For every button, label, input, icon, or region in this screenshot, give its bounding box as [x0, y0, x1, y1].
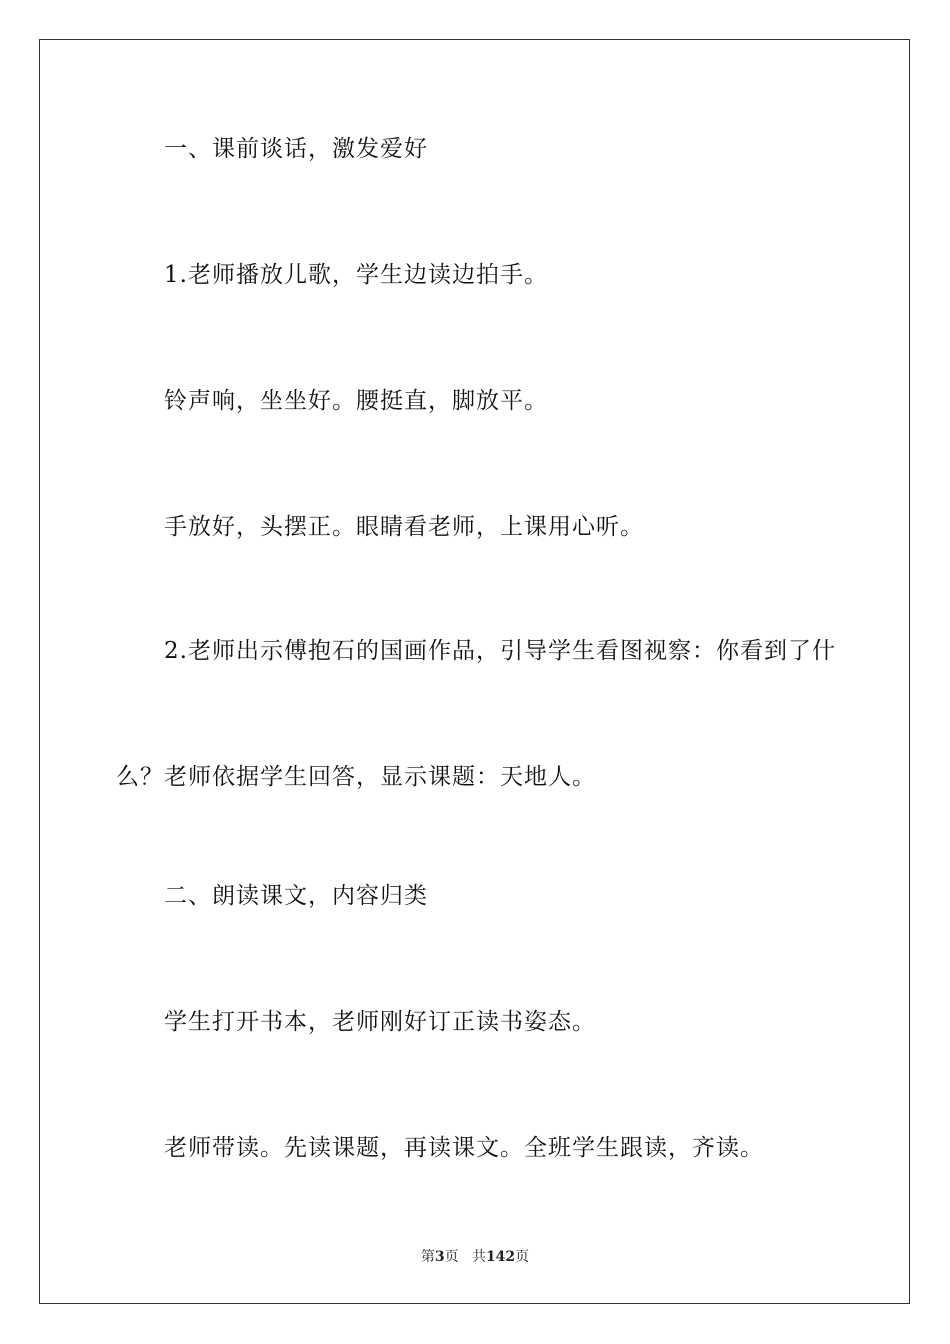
paragraph: 学生打开书本，老师刚好订正读书姿态。 [164, 1009, 596, 1035]
section-heading-2: 二、朗读课文，内容归类 [164, 883, 428, 909]
page-prefix: 第 [420, 1249, 435, 1265]
paragraph: 1.老师播放儿歌，学生边读边拍手。 [164, 262, 548, 288]
paragraph: 老师带读。先读课题，再读课文。全班学生跟读，齐读。 [164, 1135, 764, 1161]
paragraph: 2.老师出示傅抱石的国画作品，引导学生看图视察：你看到了什 [164, 638, 836, 664]
page-suffix: 页 [444, 1249, 459, 1265]
page-border [39, 39, 910, 1304]
section-heading-1: 一、课前谈话，激发爱好 [164, 136, 428, 162]
total-suffix: 页 [515, 1249, 530, 1265]
paragraph-continuation: 么？老师依据学生回答，显示课题：天地人。 [116, 764, 596, 790]
page-number: 3 [434, 1249, 445, 1265]
page-footer [0, 1247, 950, 1267]
total-pages: 142 [485, 1249, 516, 1265]
paragraph: 手放好，头摆正。眼睛看老师，上课用心听。 [164, 514, 644, 540]
paragraph: 铃声响，坐坐好。腰挺直，脚放平。 [164, 388, 548, 414]
total-prefix: 共 [471, 1249, 486, 1265]
